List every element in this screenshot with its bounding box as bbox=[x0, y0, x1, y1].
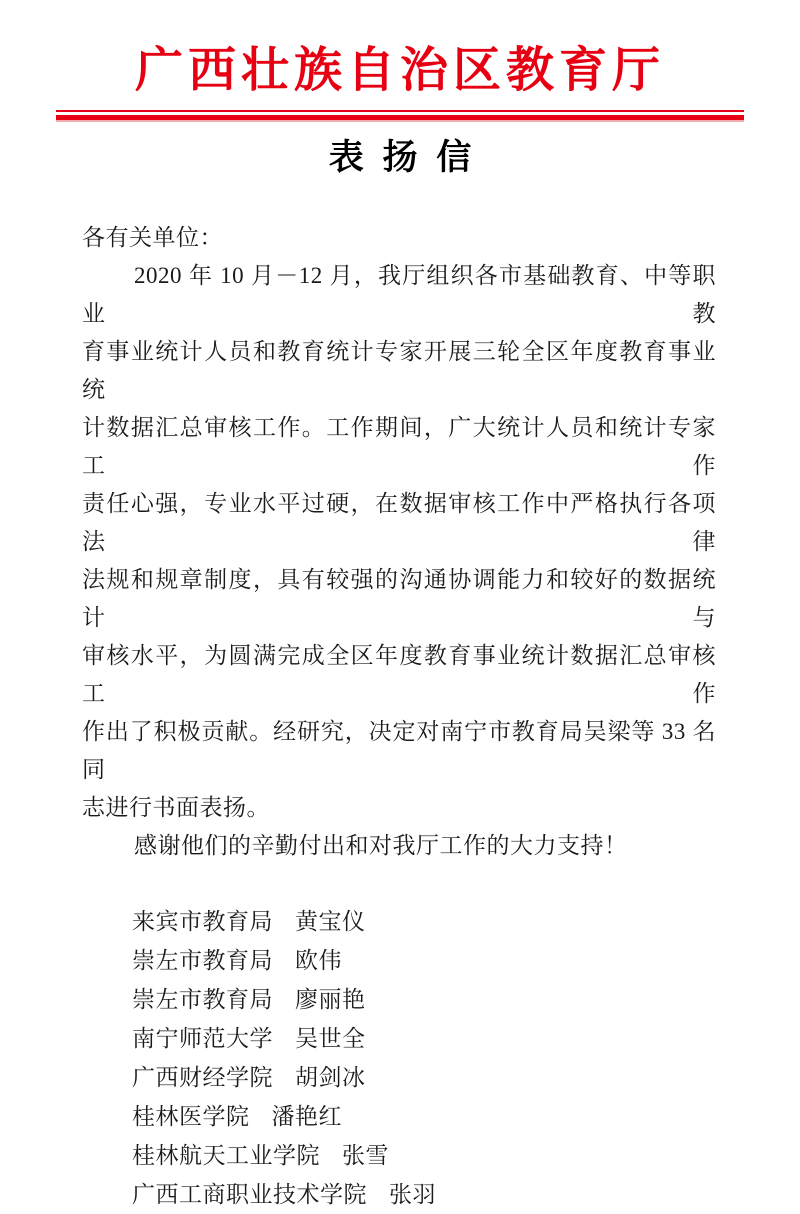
thanks-line: 感谢他们的辛勤付出和对我厅工作的大力支持！ bbox=[134, 833, 628, 858]
body-line: 审核水平，为圆满完成全区年度教育事业统计数据汇总审核工作 bbox=[82, 643, 716, 706]
body-line: 作出了积极贡献。经研究，决定对南宁市教育局吴梁等 33 名同 bbox=[82, 719, 716, 782]
commendation-row bbox=[132, 1019, 716, 1058]
person-name: 张雪 bbox=[342, 1143, 389, 1168]
salutation: 各有关单位： bbox=[82, 225, 223, 250]
org-name: 广西工商职业技术学院 bbox=[132, 1182, 367, 1207]
org-name: 来宾市教育局 bbox=[132, 909, 273, 934]
person-name: 欧伟 bbox=[295, 948, 342, 973]
org-name: 南宁师范大学 bbox=[132, 1026, 273, 1051]
commendation-row bbox=[132, 980, 716, 1019]
commendation-row bbox=[132, 1175, 716, 1214]
commendation-row bbox=[132, 902, 716, 941]
letterhead-title: 广西壮族自治区教育厅 bbox=[134, 44, 665, 97]
person-name: 黄宝仪 bbox=[295, 909, 366, 934]
commendation-row bbox=[132, 1097, 716, 1136]
divider-shadow-line bbox=[56, 120, 744, 122]
commendation-list bbox=[132, 902, 716, 1214]
person-name: 潘艳红 bbox=[271, 1104, 342, 1129]
org-name: 广西财经学院 bbox=[132, 1065, 273, 1090]
commendation-row bbox=[132, 1058, 716, 1097]
person-name: 张羽 bbox=[389, 1182, 436, 1207]
body-line: 责任心强，专业水平过硬，在数据审核工作中严格执行各项法律 bbox=[82, 491, 716, 554]
body-line: 2020 年 10 月－12 月，我厅组织各市基础教育、中等职业教 bbox=[82, 263, 716, 326]
org-name: 崇左市教育局 bbox=[132, 948, 273, 973]
document-title: 表 扬 信 bbox=[328, 138, 472, 177]
org-name: 崇左市教育局 bbox=[132, 987, 273, 1012]
body-line: 志进行书面表扬。 bbox=[82, 795, 270, 820]
body-line: 育事业统计人员和教育统计专家开展三轮全区年度教育事业统 bbox=[82, 339, 716, 402]
commendation-row bbox=[132, 1136, 716, 1175]
person-name: 廖丽艳 bbox=[295, 987, 366, 1012]
body-line: 法规和规章制度，具有较强的沟通协调能力和较好的数据统计与 bbox=[82, 567, 716, 630]
body-line: 计数据汇总审核工作。工作期间，广大统计人员和统计专家工作 bbox=[82, 415, 716, 478]
person-name: 吴世全 bbox=[295, 1026, 366, 1051]
org-name: 桂林医学院 bbox=[132, 1104, 250, 1129]
red-divider bbox=[56, 110, 744, 122]
person-name: 胡剑冰 bbox=[295, 1065, 366, 1090]
letter-body bbox=[82, 219, 716, 865]
commendation-row bbox=[132, 941, 716, 980]
org-name: 桂林航天工业学院 bbox=[132, 1143, 320, 1168]
